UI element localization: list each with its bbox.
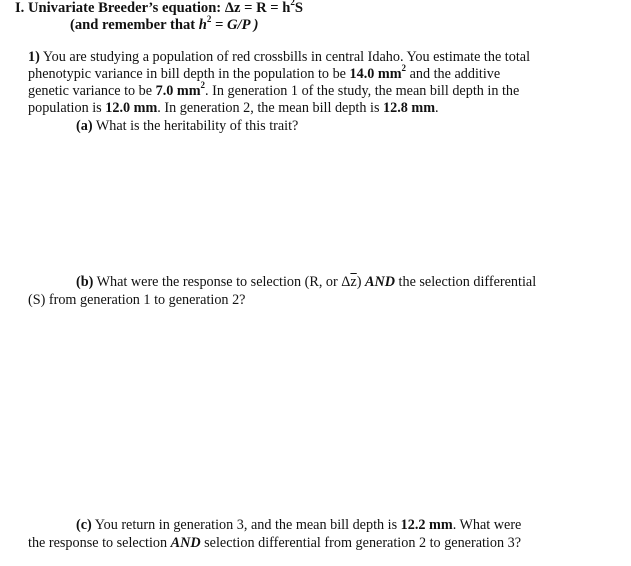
question-b-text-1c: the selection differential xyxy=(394,274,537,290)
question-a-label: (a) xyxy=(76,118,93,134)
heading-equation-mid: = R = h xyxy=(240,0,291,16)
question-c-text-2a: the response to selection xyxy=(28,535,171,551)
question-1-line-2 xyxy=(28,63,501,83)
question-b-label: (b) xyxy=(76,274,94,290)
question-1-text-4a: population is xyxy=(28,100,106,116)
question-c-text-1a: You return in generation 3, and the mean bill depth is xyxy=(91,517,401,533)
heading-prefix: I. Univariate Breeder’s equation: xyxy=(15,0,225,16)
question-b-text-1b: ) xyxy=(356,274,366,290)
reminder-prefix: (and remember that xyxy=(70,17,199,33)
generation-2-mean-value: 12.8 mm xyxy=(383,100,436,116)
question-1-line-1 xyxy=(28,49,530,66)
question-b-text-1a: What were the response to selection (R, or xyxy=(93,274,342,290)
generation-3-mean-value: 12.2 mm xyxy=(400,517,453,533)
question-c-line-1 xyxy=(76,517,521,534)
additive-variance-superscript: 2 xyxy=(200,80,206,91)
question-b-line-2 xyxy=(28,292,245,309)
question-1-text-4c: . In generation 2, the mean bill depth is xyxy=(157,100,384,116)
question-1-text-3a: genetic variance to be xyxy=(28,83,156,99)
question-1-text-2c: and the additive xyxy=(406,66,501,82)
question-b-delta: Δ xyxy=(341,274,351,290)
question-b-line-1 xyxy=(76,274,536,291)
question-c-and: AND xyxy=(170,535,201,551)
question-c-label: (c) xyxy=(76,517,92,533)
question-1-number: 1) xyxy=(28,49,40,65)
question-1-line-3 xyxy=(28,80,520,100)
z-bar-symbol: $\overline{z}$ xyxy=(233,0,241,16)
question-a-text: What is the heritability of this trait? xyxy=(92,118,299,134)
question-c-text-1c: . What were xyxy=(452,517,522,533)
reminder-superscript: 2 xyxy=(206,14,212,25)
question-a xyxy=(76,118,298,135)
heading-equation-end: S xyxy=(294,0,303,16)
section-heading xyxy=(15,0,303,17)
generation-1-mean-value: 12.0 mm xyxy=(105,100,158,116)
additive-variance-value: 7.0 mm xyxy=(155,83,201,99)
question-1-line-4 xyxy=(28,100,439,117)
question-1-text-1: You are studying a population of red crossbills in central Idaho. You estimate the total xyxy=(39,49,531,65)
reminder-end: = G/P ) xyxy=(211,17,259,33)
question-c-text-2b: selection differential from generation 2 to generation 3? xyxy=(200,535,522,551)
delta-symbol: Δ xyxy=(224,0,234,16)
question-b-text-2: (S) from generation 1 to generation 2? xyxy=(28,292,246,308)
heading-reminder xyxy=(70,14,259,34)
reminder-h: h xyxy=(198,17,207,33)
question-c-line-2 xyxy=(28,535,521,552)
question-1-text-3c: . In generation 1 of the study, the mean bill depth in the xyxy=(205,83,520,99)
phenotypic-variance-superscript: 2 xyxy=(401,63,407,74)
heading-superscript: 2 xyxy=(290,0,295,8)
question-b-z-bar: $\overline{z}$ xyxy=(350,274,357,290)
question-1-text-2a: phenotypic variance in bill depth in the population to be xyxy=(28,66,350,82)
question-1-text-4e: . xyxy=(435,100,439,116)
question-b-and: AND xyxy=(365,274,395,290)
phenotypic-variance-value: 14.0 mm xyxy=(349,66,402,82)
